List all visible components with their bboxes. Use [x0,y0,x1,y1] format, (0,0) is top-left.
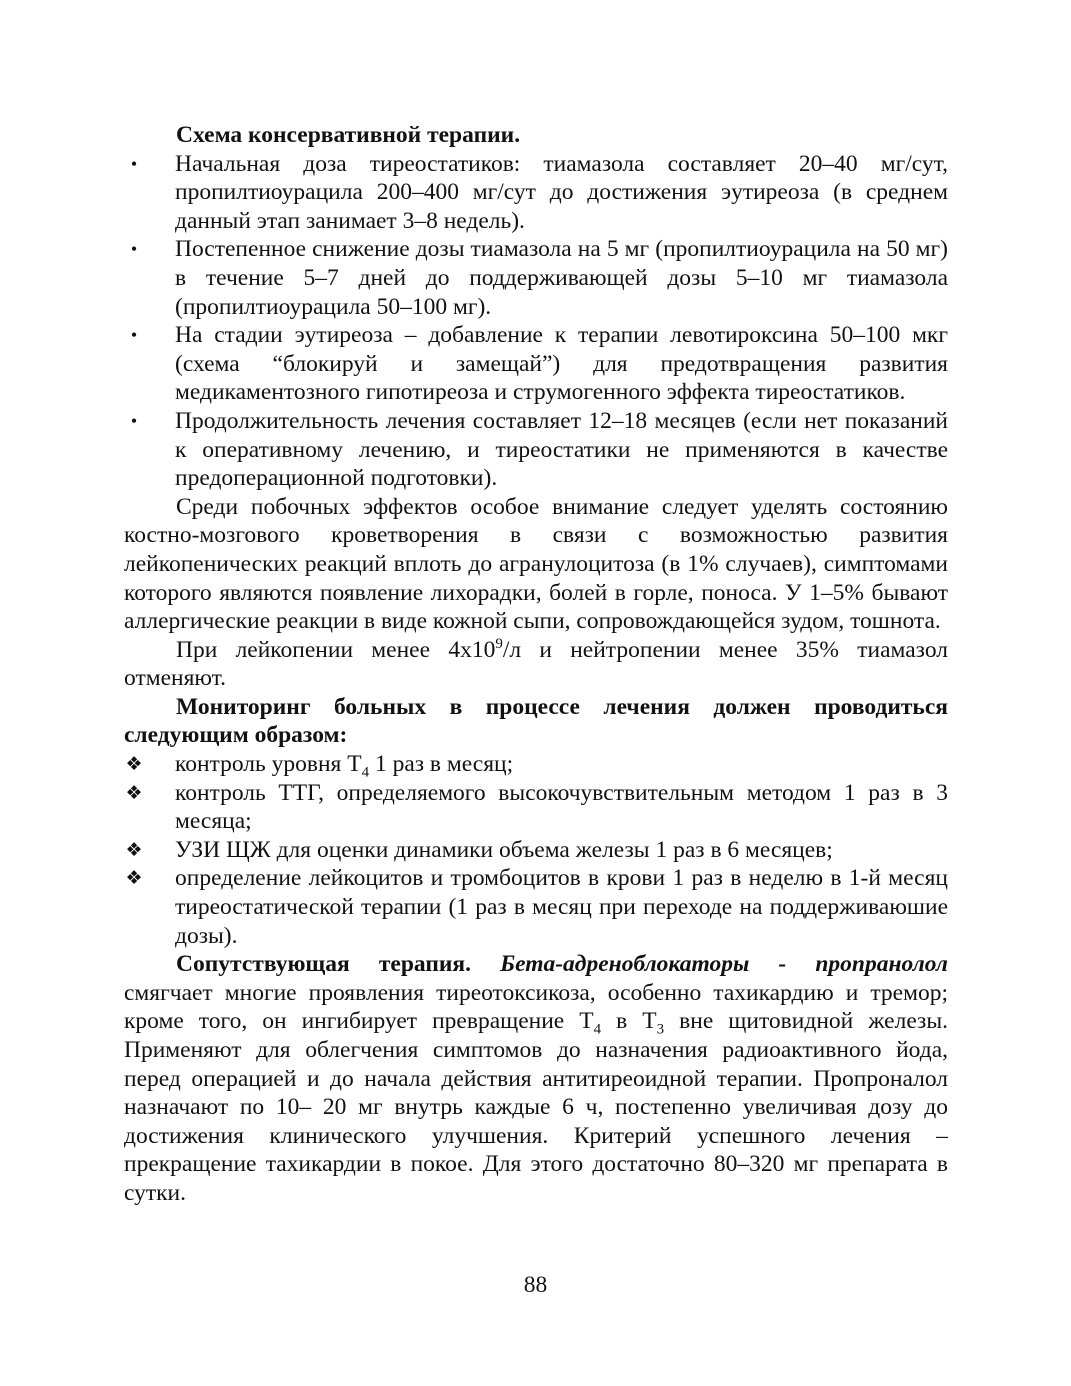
drug-name: Бета-адреноблокаторы - пропранолол [500,951,948,978]
concomitant-therapy-paragraph [124,950,948,1207]
list-item-text: Начальная доза тиреостатиков: тиамазола составляет 20–40 мг/сут, пропилтиоурацила 200–400 мг/сут до достижения эутиреоза (в среднем данный этап занимает 3–8 недель). [175,150,948,234]
section-heading-conservative-therapy: Схема консервативной терапии. [176,122,521,148]
list-item [124,779,948,836]
list-item-text: УЗИ ЩЖ для оценки динамики объема железы 1 раз в 6 месяцев; [175,836,833,863]
list-item-text: контроль ТТГ, определяемого высокочувствительным методом 1 раз в 3 месяца; [175,779,948,835]
text-segment: вне щитовидной железы. Применяют для облегчения симптомов до назначения радиоактивного йода, перед операцией и до начала действия антитиреоидной терапии. Пропроналол назначают по 10– 20 мг внутрь каждые 6 ч, постепенно увеличивая дозу до достижения клинического улучшения. Критерий успешного лечения – прекращение тахикардии в покое. Для этого достаточно 80–320 мг препарата в сутки. [124,1008,948,1206]
list-item-text: определение лейкоцитов и тромбоцитов в крови 1 раз в неделю в 1-й месяц тиреостатической терапии (1 раз в месяц при переходе на поддерживаюшие дозы). [175,865,948,949]
text-segment: 1 раз в месяц; [369,751,514,778]
list-item [124,321,948,407]
list-item [124,750,948,779]
list-item [124,407,948,493]
diamond-bullet-icon: ❖ [125,838,143,861]
leukopenia-text-end: /л и нейтропении менее 35% тиамазол отменяют. [124,636,948,692]
leukopenia-paragraph [124,636,948,693]
section-heading-monitoring: Мониторинг больных в процессе лечения должен проводиться следующим образом: [124,693,948,749]
list-item [124,864,948,950]
diamond-bullet-icon: ❖ [125,781,143,804]
list-item [124,235,948,321]
text-segment: в Т [601,1008,657,1035]
leukopenia-text-start: При лейкопении менее 4х10 [176,636,496,663]
subscript: 4 [593,1022,602,1039]
superscript: 9 [495,635,503,652]
text-segment: смягчает многие проявления тиреотоксикоза, особенно тахикардию и тремор; кроме того, он ингибирует превращение Т [124,979,948,1035]
list-item-text: На стадии эутиреоза – добавление к терапии левотироксина 50–100 мкг (схема “блокируй и замещай”) для предотвращения развития медикаментозного гипотиреоза и струмогенного эффекта тиреостатиков. [175,322,948,406]
concomitant-therapy-label: Сопутствующая терапия. [176,951,472,978]
list-item-text [175,751,514,781]
bullet-icon: • [130,325,138,346]
therapy-scheme-list [124,150,948,493]
monitoring-list [124,750,948,950]
side-effects-paragraph: Среди побочных эффектов особое внимание следует уделять состоянию костно-мозгового кроветворения в связи с возможностью развития лейкопенических реакций вплоть до агранулоцитоза (в 1% случаев), симптомами которого являются появление лихорадки, болей в горле, поноса. У 1–5% бывают аллергические реакции в виде кожной сыпи, сопровождающейся зудом, тошнота. [124,493,948,635]
subscript: 3 [656,1022,665,1039]
diamond-bullet-icon: ❖ [125,867,143,890]
list-item-text: Постепенное снижение дозы тиамазола на 5 мг (пропилтиоурацила на 50 мг) в течение 5–7 дней до поддерживающей дозы 5–10 мг тиамазола (пропилтиоурацила 50–100 мг). [175,236,948,320]
list-item [124,150,948,236]
page-number: 88 [523,1272,548,1298]
diamond-bullet-icon: ❖ [125,753,143,776]
subscript: 4 [361,764,370,781]
bullet-icon: • [130,410,138,431]
list-item-text: Продолжительность лечения составляет 12–18 месяцев (если нет показаний к оперативному лечению, и тиреостатики не применяются в качестве предоперационной подготовки). [175,407,948,492]
page-body [124,121,948,1208]
bullet-icon: • [130,239,138,260]
list-item [124,836,948,865]
text-segment: контроль уровня Т [175,751,362,778]
bullet-icon: • [130,153,138,174]
